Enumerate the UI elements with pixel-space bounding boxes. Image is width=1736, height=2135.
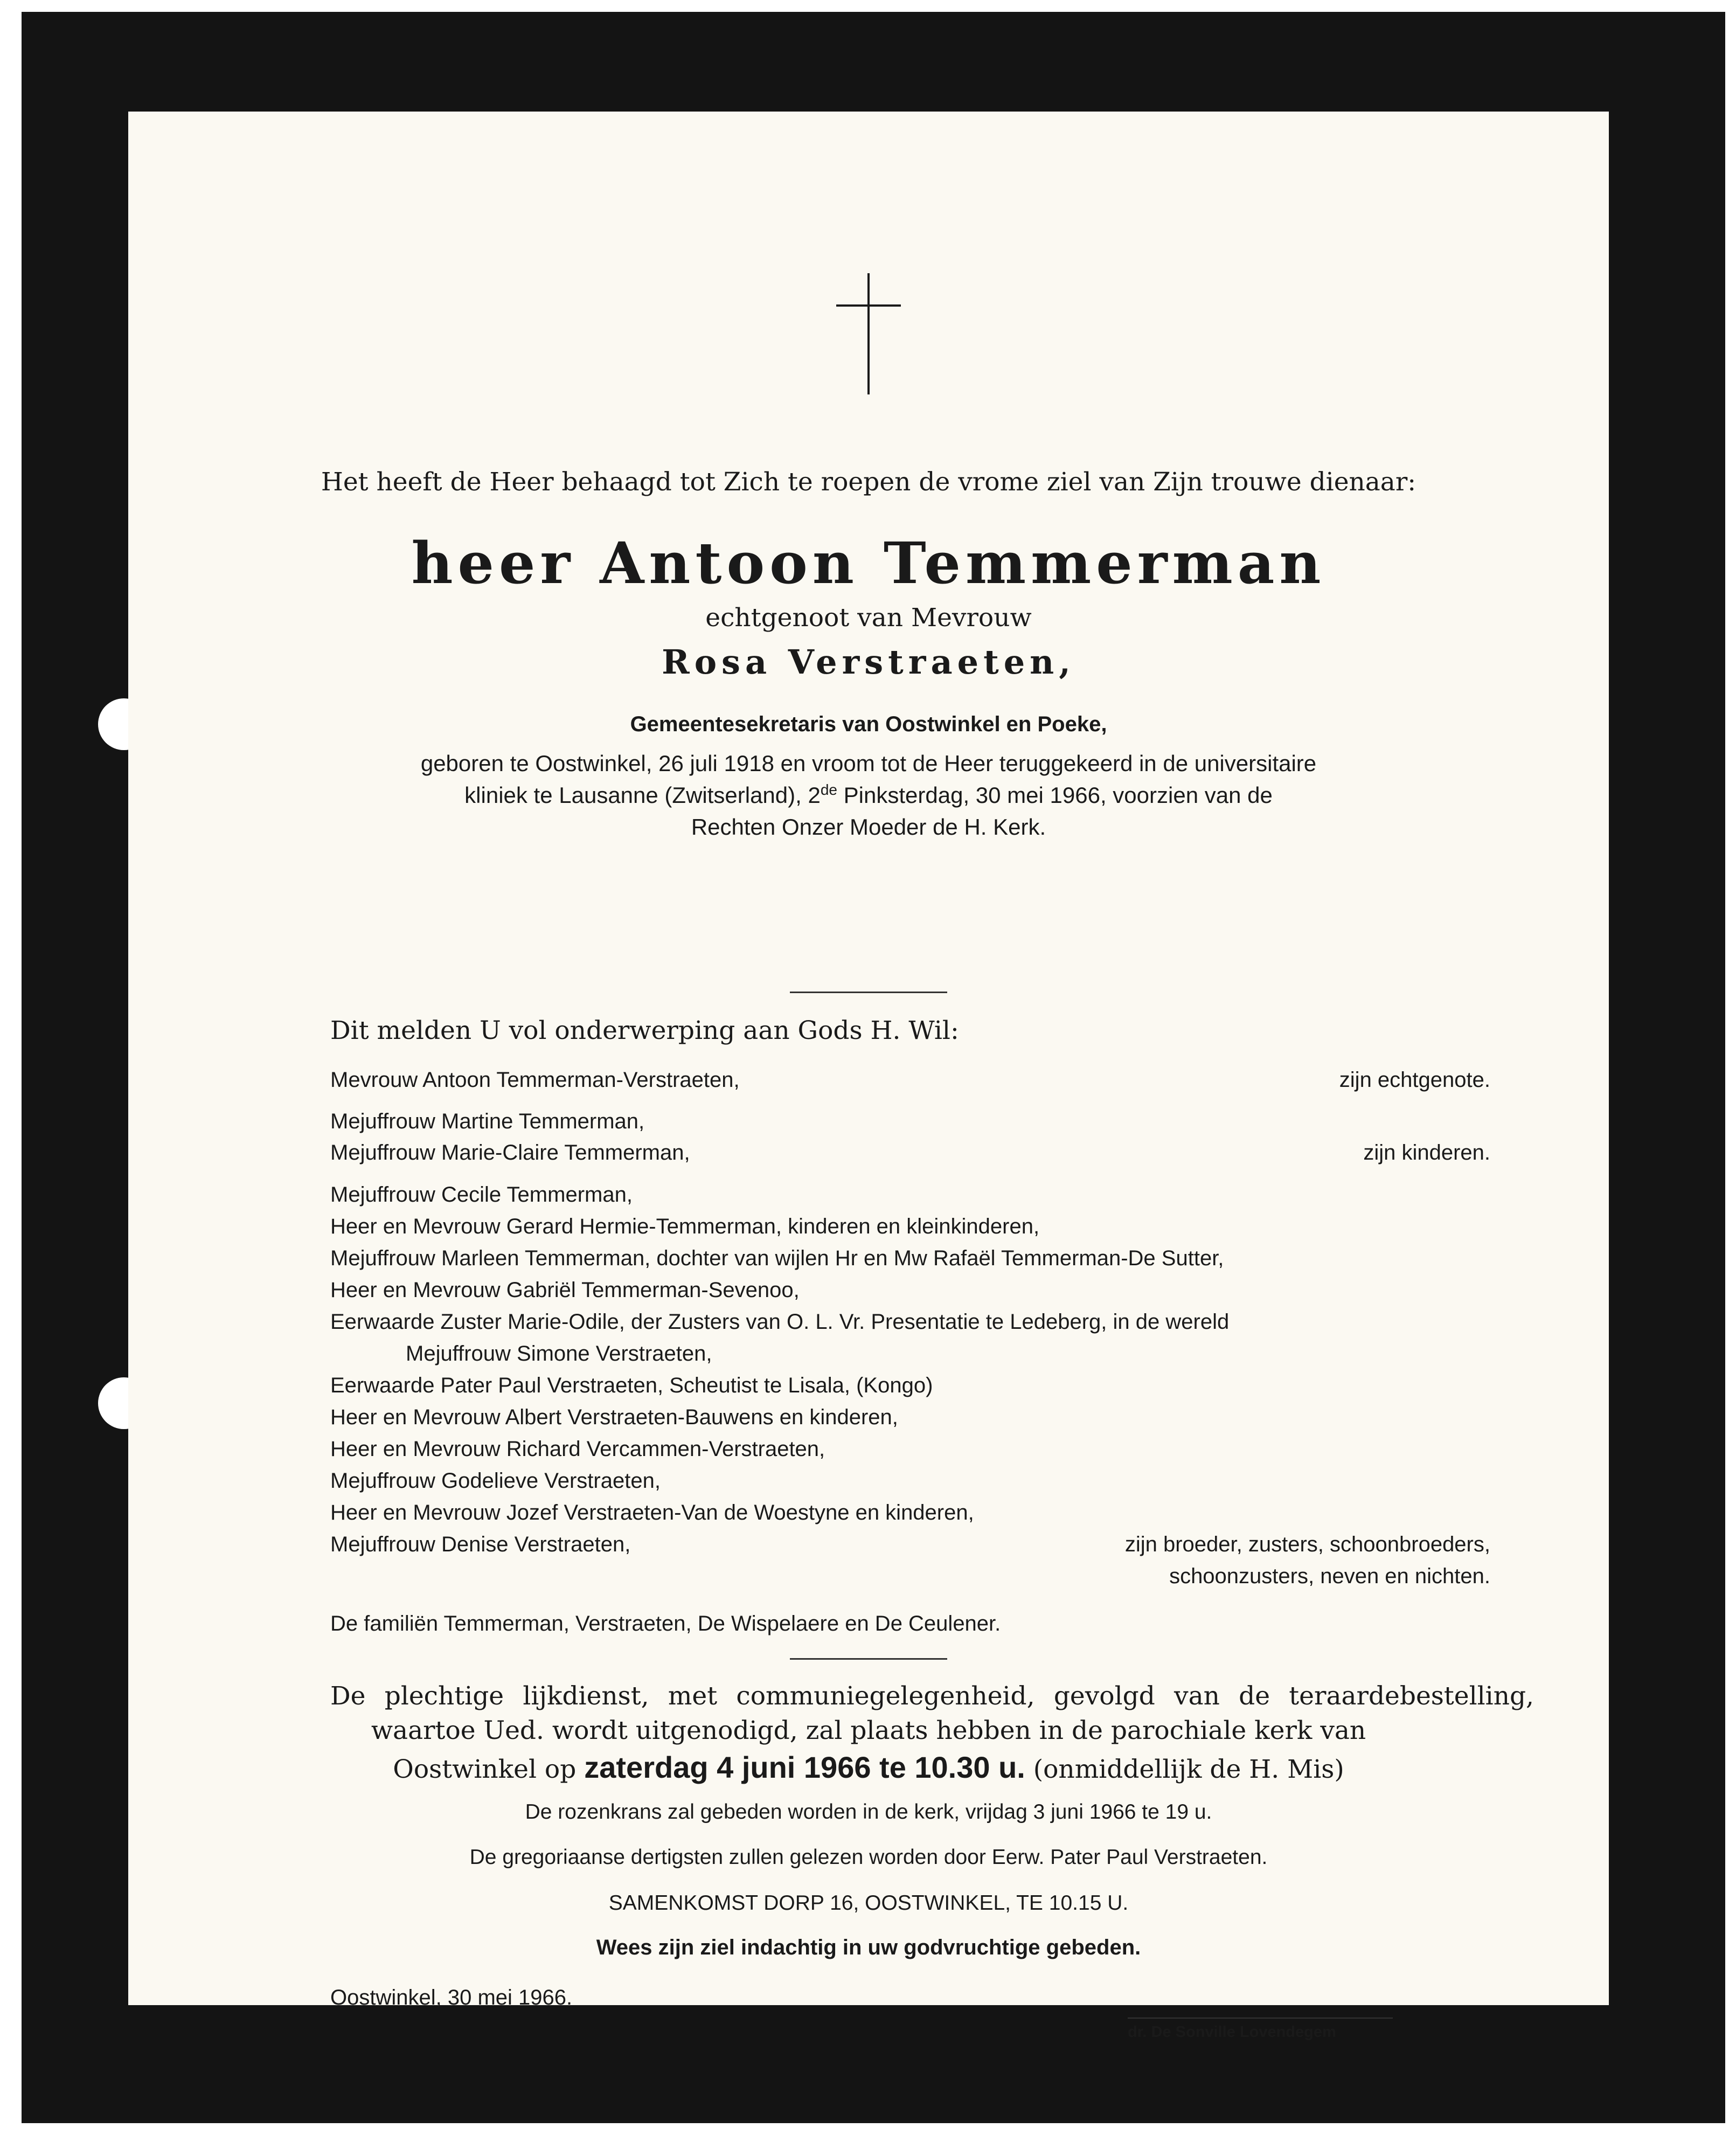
printer-credit: dr. De Sonville Lovendegem [1128,2023,1336,2041]
bio-line: geboren te Oostwinkel, 26 juli 1918 en vroom tot de Heer teruggekeerd in de universitaire [420,751,1317,776]
family-entry: Mejuffrouw Marie-Claire Temmerman, [330,1141,690,1164]
family-role: zijn broeder, zusters, schoonbroeders, [1124,1533,1490,1556]
death-notice-card [128,112,1609,2041]
bio-line: Rechten Onzer Moeder de H. Kerk. [691,814,1046,840]
funeral-line: De plechtige lijkdienst, met communiegelegenheid, gevolgd van de teraardebestelling, [330,1681,1534,1711]
family-role: schoonzusters, neven en nichten. [1169,1564,1490,1588]
bio-line: kliniek te Lausanne (Zwitserland), 2de Pinksterdag, 30 mei 1966, voorzien van de [464,781,1273,808]
spouse-prefix: echtgenoot van Mevrouw [705,603,1032,633]
spouse-name: Rosa Verstraeten, [662,642,1075,682]
families-line: De familiën Temmerman, Verstraeten, De Wispelaere en De Ceulener. [330,1612,1001,1635]
family-entry: Mejuffrouw Simone Verstraeten, [406,1342,712,1365]
family-entry: Mevrouw Antoon Temmerman-Verstraeten, [330,1068,740,1092]
meeting-point-text: SAMENKOMST DORP 16, OOSTWINKEL, TE 10.15 U. [608,1891,1129,1915]
family-entry: Heer en Mevrouw Albert Verstraeten-Bauwens en kinderen, [330,1405,898,1429]
biography [128,747,1609,843]
funeral-date-line: Oostwinkel op zaterdag 4 juni 1966 te 10.30 u. (onmiddellijk de H. Mis) [393,1750,1344,1784]
deceased-name: heer Antoon Temmerman [411,529,1326,597]
family-entry: Mejuffrouw Cecile Temmerman, [330,1183,633,1207]
printer-rule [1128,2018,1393,2019]
family-entry: Eerwaarde Pater Paul Verstraeten, Scheutist te Lisala, (Kongo) [330,1374,933,1397]
prayer-request: Wees zijn ziel indachtig in uw godvruchtige gebeden. [596,1936,1141,1959]
family-entry: Eerwaarde Zuster Marie-Odile, der Zusters van O. L. Vr. Presentatie te Ledeberg, in de wereld [330,1310,1230,1334]
family-entry: Mejuffrouw Godelieve Verstraeten, [330,1469,661,1493]
announcement: Dit melden U vol onderwerping aan Gods H. Wil: [330,1016,959,1045]
family-entry: Heer en Mevrouw Gerard Hermie-Temmerman, kinderen en kleinkinderen, [330,1215,1040,1238]
cross-icon [836,273,901,394]
divider [790,1658,947,1660]
family-entry: Heer en Mevrouw Richard Vercammen-Verstraeten, [330,1437,825,1461]
intro-text: Het heeft de Heer behaagd tot Zich te roepen de vrome ziel van Zijn trouwe dienaar: [321,467,1416,497]
family-entry: Mejuffrouw Martine Temmerman, [330,1110,645,1133]
place-date: Oostwinkel, 30 mei 1966. [330,1986,573,2009]
family-role: zijn kinderen. [1363,1141,1490,1164]
family-role: zijn echtgenote. [1339,1068,1490,1092]
family-entry: Mejuffrouw Denise Verstraeten, [330,1533,631,1556]
rosary-text: De rozenkrans zal gebeden worden in de kerk, vrijdag 3 juni 1966 te 19 u. [525,1800,1212,1824]
funeral-line: waartoe Ued. wordt uitgenodigd, zal plaats hebben in de parochiale kerk van [371,1716,1366,1745]
function-title: Gemeentesekretaris van Oostwinkel en Poeke, [630,712,1107,736]
family-entry: Heer en Mevrouw Gabriël Temmerman-Sevenoo, [330,1278,800,1302]
family-entry: Heer en Mevrouw Jozef Verstraeten-Van de Woestyne en kinderen, [330,1501,974,1524]
gregorian-masses-text: De gregoriaanse dertigsten zullen gelezen worden door Eerw. Pater Paul Verstraeten. [469,1846,1268,1869]
divider [790,992,947,993]
family-entry: Mejuffrouw Marleen Temmerman, dochter van wijlen Hr en Mw Rafaël Temmerman-De Sutter, [330,1246,1224,1270]
